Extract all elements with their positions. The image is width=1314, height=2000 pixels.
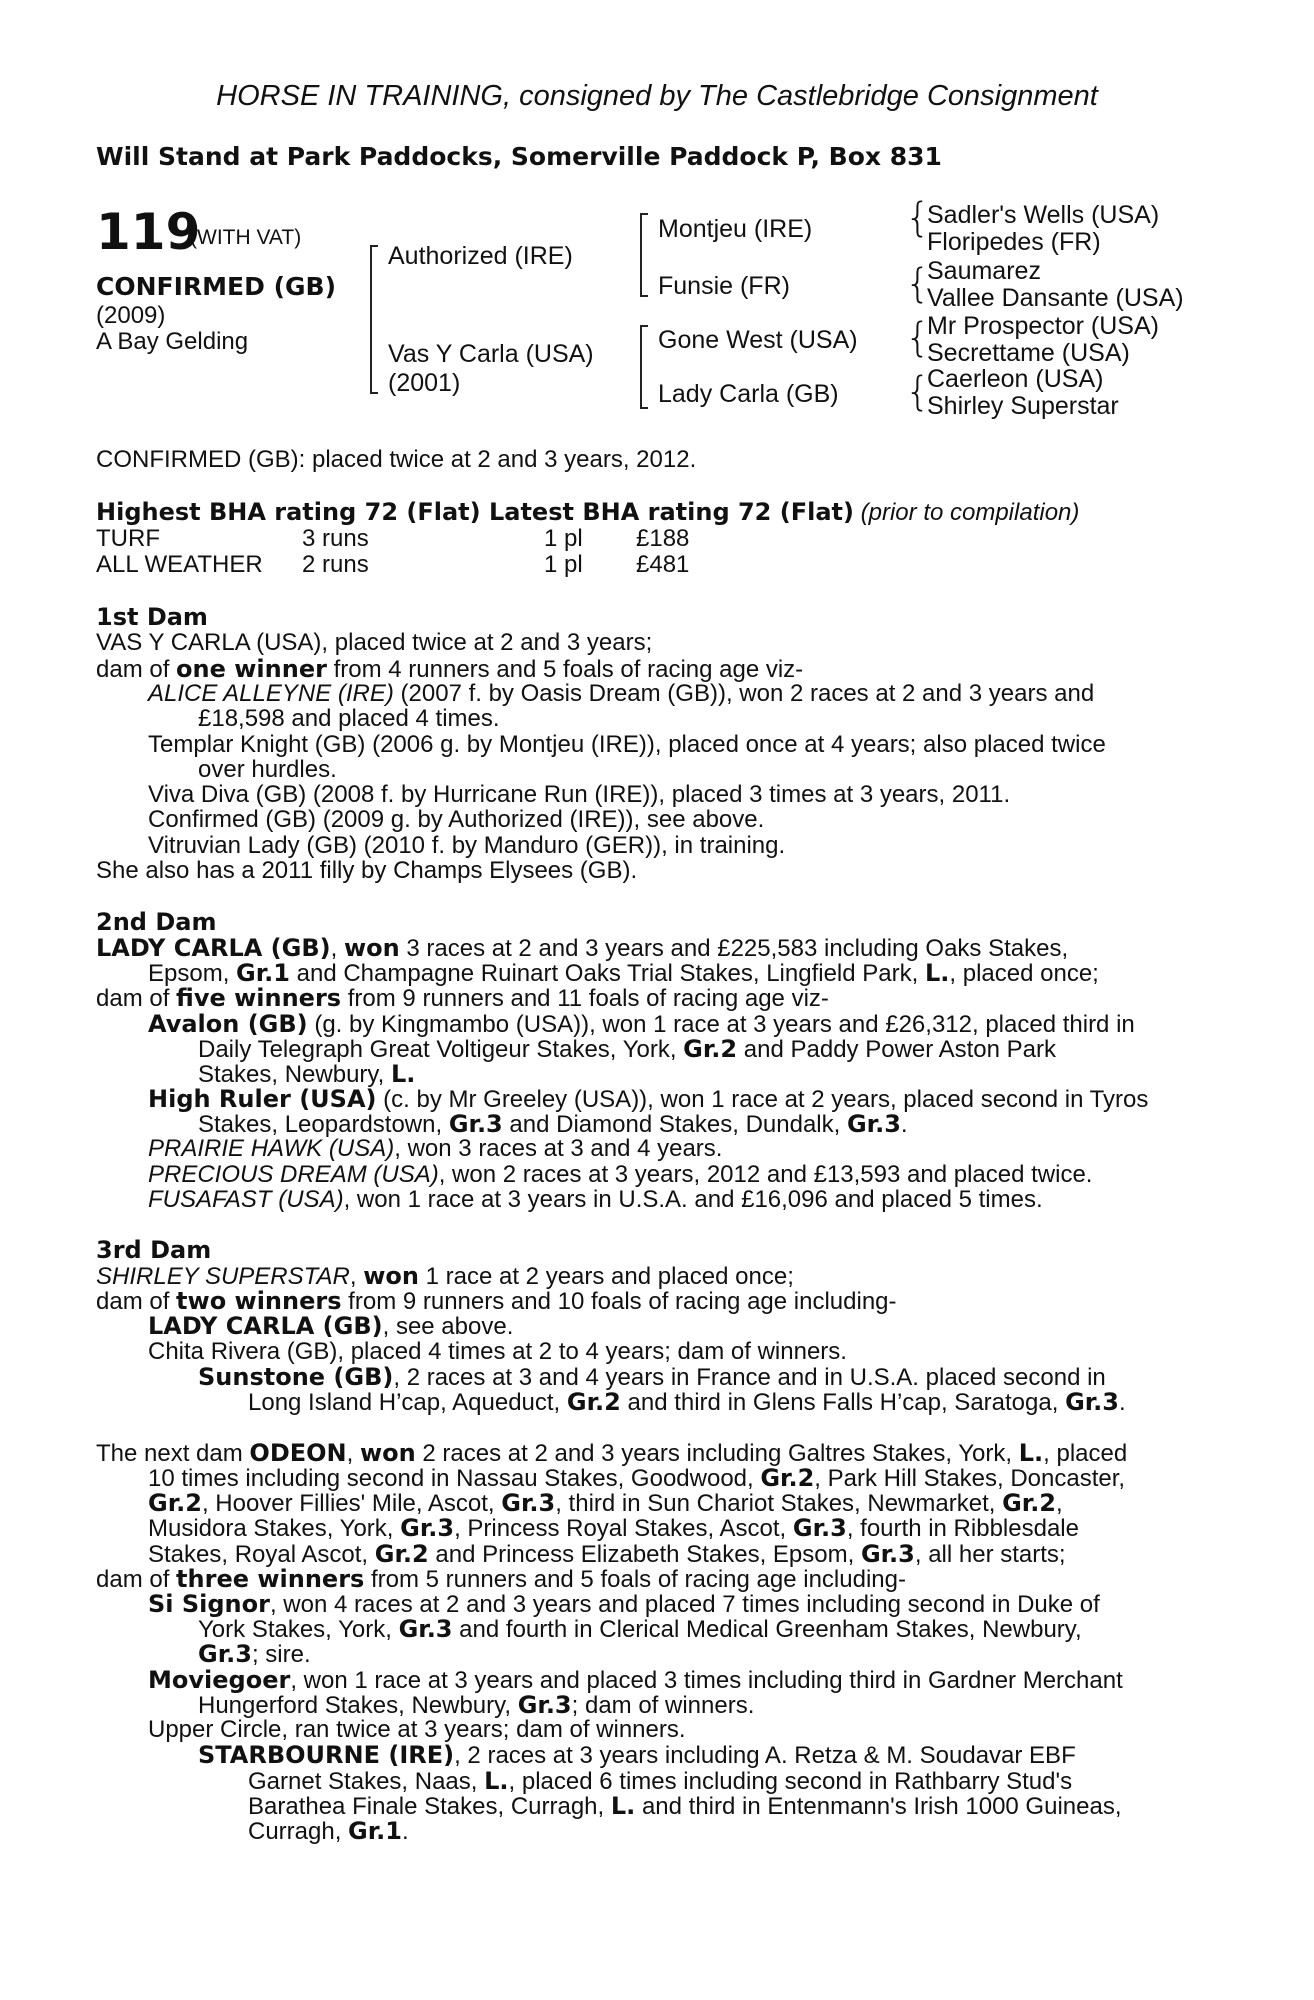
lot-number: 119 — [96, 203, 201, 261]
offspring-line: Curragh, Gr.1. — [248, 1817, 409, 1845]
dam-parents-bracket — [640, 325, 648, 409]
g-6: Secrettame (USA) — [927, 339, 1130, 367]
page-title: HORSE IN TRAINING, consigned by The Castlebridge Consignment — [216, 80, 1098, 112]
g-8: Shirley Superstar — [927, 392, 1119, 420]
offspring-line: Templar Knight (GB) (2006 g. by Montjeu (IRE)), placed once at 4 years; also placed twice — [148, 731, 1106, 758]
next-dam-line: 10 times including second in Nassau Stakes, Goodwood, Gr.2, Park Hill Stakes, Doncaster, — [148, 1464, 1126, 1492]
rating-line — [96, 498, 1079, 527]
offspring-line: Avalon (GB) (g. by Kingmambo (USA)), won 1 race at 3 years and £26,312, placed third in — [148, 1010, 1135, 1038]
next-dam-line: Musidora Stakes, York, Gr.3, Princess Royal Stakes, Ascot, Gr.3, fourth in Ribblesdale — [148, 1514, 1079, 1542]
offspring-line: Long Island H’cap, Aqueduct, Gr.2 and third in Glens Falls H’cap, Saratoga, Gr.3. — [248, 1388, 1126, 1416]
sire-parents-bracket — [640, 213, 648, 297]
rating-text: Highest BHA rating 72 (Flat) Latest BHA rating 72 (Flat) — [96, 498, 854, 526]
dam-dam: Lady Carla (GB) — [658, 380, 839, 408]
g-3: Saumarez — [927, 257, 1041, 285]
third-dam-produce: dam of two winners from 9 runners and 10 foals of racing age including- — [96, 1287, 897, 1315]
third-dam-heading: 3rd Dam — [96, 1236, 212, 1264]
offspring-line: Daily Telegraph Great Voltigeur Stakes, York, Gr.2 and Paddy Power Aston Park — [198, 1035, 1056, 1063]
second-dam-line: LADY CARLA (GB), won 3 races at 2 and 3 years and £225,583 including Oaks Stakes, — [96, 934, 1069, 962]
second-dam-line: Epsom, Gr.1 and Champagne Ruinart Oaks Trial Stakes, Lingfield Park, L., placed once; — [148, 959, 1099, 987]
offspring-line: Chita Rivera (GB), placed 4 times at 2 to 4 years; dam of winners. — [148, 1338, 847, 1365]
record-money: £481 — [636, 551, 690, 578]
record-placed: 1 pl — [544, 525, 583, 552]
offspring-line: York Stakes, York, Gr.3 and fourth in Clerical Medical Greenham Stakes, Newbury, — [198, 1615, 1082, 1643]
dam-sire: Gone West (USA) — [658, 326, 858, 354]
sire: Authorized (IRE) — [388, 242, 573, 270]
offspring-line: PRAIRIE HAWK (USA), won 3 races at 3 and 4 years. — [148, 1135, 723, 1162]
g-1: Sadler's Wells (USA) — [927, 201, 1160, 229]
offspring-line: Sunstone (GB), 2 races at 3 and 4 years in France and in U.S.A. placed second in — [198, 1363, 1106, 1391]
record-surface: TURF — [96, 525, 160, 552]
brace-3: { — [905, 315, 931, 361]
first-dam-line: VAS Y CARLA (USA), placed twice at 2 and 3 years; — [96, 629, 653, 656]
offspring-line: over hurdles. — [198, 756, 337, 783]
sire-dam-bracket — [370, 245, 378, 394]
race-summary: CONFIRMED (GB): placed twice at 2 and 3 years, 2012. — [96, 446, 697, 473]
offspring-line: Hungerford Stakes, Newbury, Gr.3; dam of winners. — [198, 1691, 755, 1719]
first-dam-produce: dam of one winner from 4 runners and 5 foals of racing age viz- — [96, 655, 804, 683]
offspring-line: Confirmed (GB) (2009 g. by Authorized (IRE)), see above. — [148, 806, 765, 833]
g-5: Mr Prospector (USA) — [927, 312, 1159, 340]
dam: Vas Y Carla (USA) — [388, 340, 594, 368]
offspring-line: High Ruler (USA) (c. by Mr Greeley (USA)), won 1 race at 2 years, placed second in Tyros — [148, 1085, 1149, 1113]
sire-dam: Funsie (FR) — [658, 272, 790, 300]
offspring-line: STARBOURNE (IRE), 2 races at 3 years including A. Retza & M. Soudavar EBF — [198, 1741, 1076, 1769]
offspring-line: Gr.3; sire. — [198, 1640, 311, 1668]
g-7: Caerleon (USA) — [927, 365, 1104, 393]
stand-location: Will Stand at Park Paddocks, Somerville Paddock P, Box 831 — [96, 142, 942, 171]
offspring-line: Vitruvian Lady (GB) (2010 f. by Manduro (GER)), in training. — [148, 832, 786, 859]
horse-description: A Bay Gelding — [96, 328, 249, 355]
offspring-line: Moviegoer, won 1 race at 3 years and placed 3 times including third in Gardner Merchant — [148, 1666, 1123, 1694]
first-dam-heading: 1st Dam — [96, 603, 208, 631]
record-runs: 2 runs — [302, 551, 369, 578]
offspring-line: LADY CARLA (GB), see above. — [148, 1312, 514, 1340]
vat-note: (WITH VAT) — [190, 226, 302, 249]
g-2: Floripedes (FR) — [927, 228, 1101, 256]
next-dam-produce: dam of three winners from 5 runners and 5 foals of racing age including- — [96, 1565, 906, 1593]
offspring-line: Stakes, Leopardstown, Gr.3 and Diamond Stakes, Dundalk, Gr.3. — [198, 1110, 908, 1138]
next-dam-line: Gr.2, Hoover Fillies' Mile, Ascot, Gr.3, third in Sun Chariot Stakes, Newmarket, Gr.2, — [148, 1489, 1063, 1517]
offspring-line: FUSAFAST (USA), won 1 race at 3 years in U.S.A. and £16,096 and placed 5 times. — [148, 1186, 1043, 1213]
g-4: Vallee Dansante (USA) — [927, 284, 1184, 312]
offspring-line: Stakes, Newbury, L. — [198, 1060, 416, 1088]
brace-1: { — [905, 195, 931, 241]
record-placed: 1 pl — [544, 551, 583, 578]
offspring-line: Upper Circle, ran twice at 3 years; dam of winners. — [148, 1716, 686, 1743]
brace-4: { — [905, 369, 931, 415]
sire-sire: Montjeu (IRE) — [658, 215, 813, 243]
record-money: £188 — [636, 525, 690, 552]
second-dam-heading: 2nd Dam — [96, 908, 217, 936]
offspring-line: Si Signor, won 4 races at 2 and 3 years and placed 7 times including second in Duke of — [148, 1590, 1100, 1618]
record-runs: 3 runs — [302, 525, 369, 552]
offspring-line: ALICE ALLEYNE (IRE) (2007 f. by Oasis Dream (GB)), won 2 races at 2 and 3 years and — [148, 680, 1095, 707]
offspring-line: Garnet Stakes, Naas, L., placed 6 times including second in Rathbarry Stud's — [248, 1767, 1073, 1795]
record-surface: ALL WEATHER — [96, 551, 263, 578]
next-dam-line: Stakes, Royal Ascot, Gr.2 and Princess Elizabeth Stakes, Epsom, Gr.3, all her starts; — [148, 1540, 1066, 1568]
horse-year: (2009) — [96, 302, 166, 329]
brace-2: { — [905, 261, 931, 307]
third-dam-line: SHIRLEY SUPERSTAR, won 1 race at 2 years and placed once; — [96, 1262, 794, 1290]
next-dam-line: The next dam ODEON, won 2 races at 2 and 3 years including Galtres Stakes, York, L., placed — [96, 1439, 1128, 1467]
offspring-line: Viva Diva (GB) (2008 f. by Hurricane Run (IRE)), placed 3 times at 3 years, 2011. — [148, 781, 1011, 808]
offspring-line: PRECIOUS DREAM (USA), won 2 races at 3 years, 2012 and £13,593 and placed twice. — [148, 1161, 1093, 1188]
dam-year: (2001) — [388, 369, 461, 397]
horse-name: CONFIRMED (GB) — [96, 272, 336, 301]
offspring-line: £18,598 and placed 4 times. — [198, 705, 500, 732]
offspring-line: Barathea Finale Stakes, Curragh, L. and third in Entenmann's Irish 1000 Guineas, — [248, 1792, 1122, 1820]
rating-note: (prior to compilation) — [860, 499, 1080, 526]
second-dam-produce: dam of five winners from 9 runners and 11 foals of racing age viz- — [96, 984, 829, 1012]
first-dam-note: She also has a 2011 filly by Champs Elysees (GB). — [96, 857, 638, 884]
